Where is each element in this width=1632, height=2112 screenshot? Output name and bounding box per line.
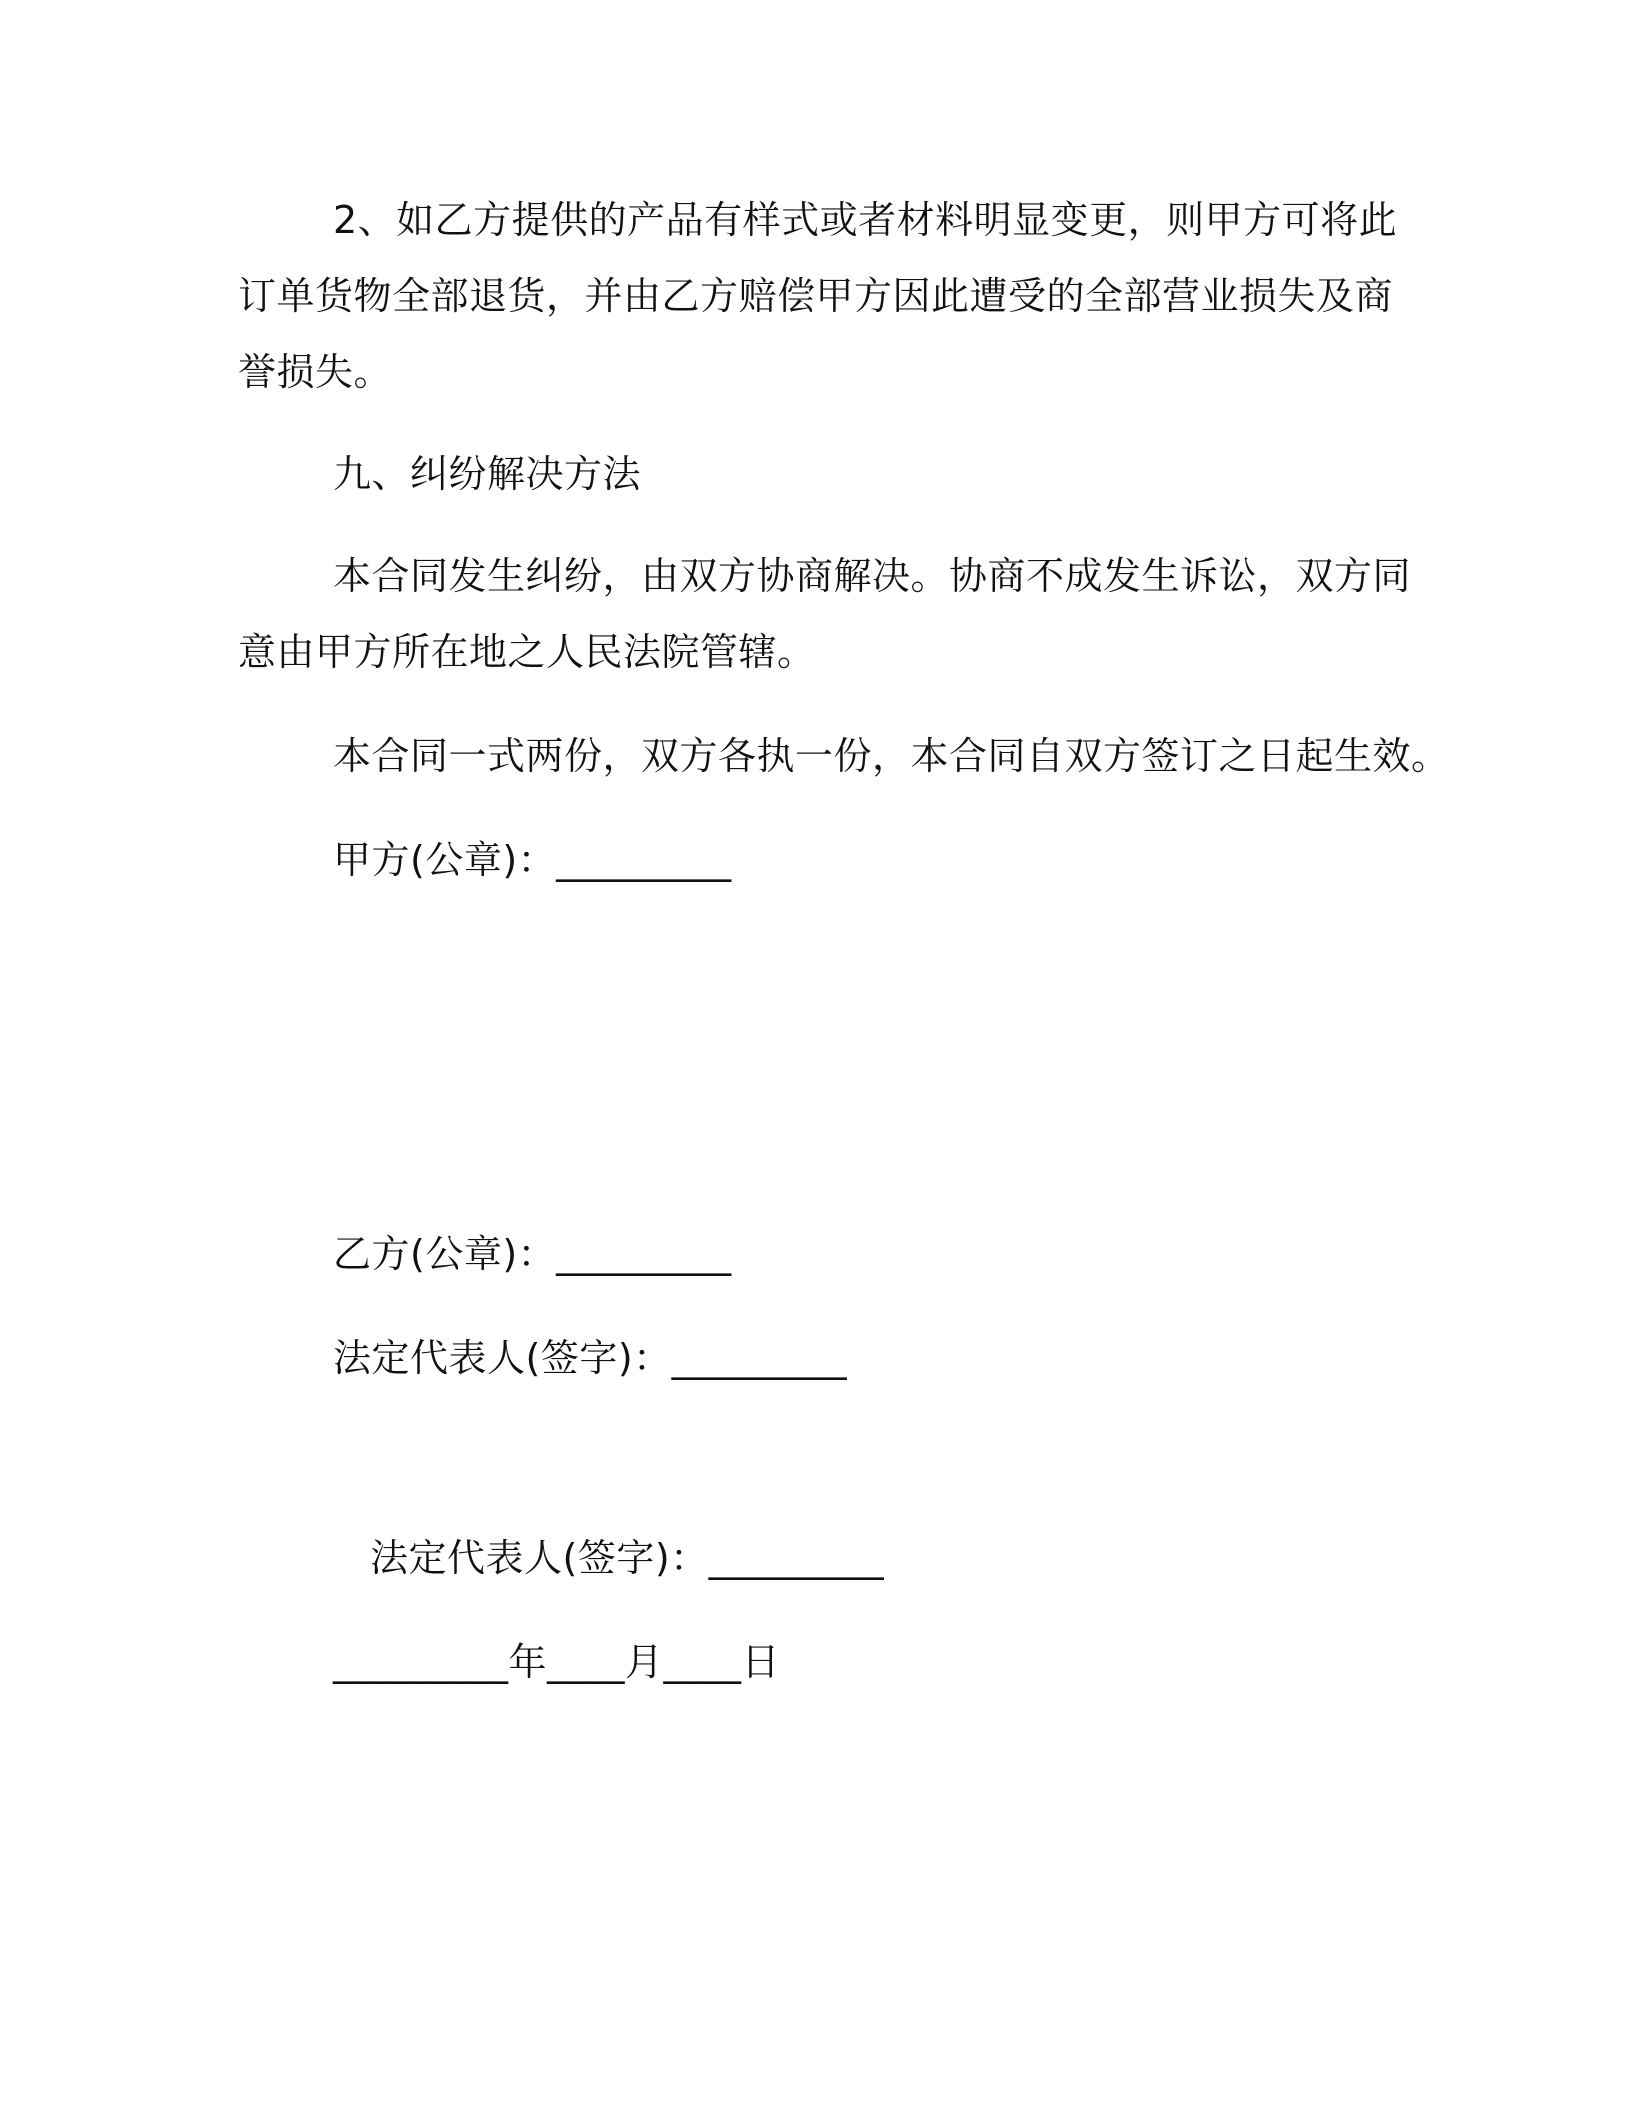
copies-clause: 本合同一式两份，双方各执一份，本合同自双方签订之日起生效。 (333, 734, 1450, 778)
legal-rep-signature-line-1: 法定代表人(签字)：_________ (333, 1336, 848, 1380)
party-a-seal-line: 甲方(公章)：_________ (333, 838, 732, 882)
clause-8-item-2-line-1: 2、如乙方提供的产品有样式或者材料明显变更，则甲方可将此 (333, 198, 1398, 242)
section-9-heading: 九、纠纷解决方法 (333, 452, 642, 496)
signing-date-line: _________年____月____日 (333, 1640, 781, 1684)
legal-rep-signature-line-2: 法定代表人(签字)：_________ (370, 1536, 885, 1580)
party-b-seal-line: 乙方(公章)：_________ (333, 1232, 732, 1276)
section-9-para-line-1: 本合同发生纠纷，由双方协商解决。协商不成发生诉讼，双方同 (333, 554, 1412, 598)
section-9-para-line-2: 意由甲方所在地之人民法院管辖。 (238, 630, 816, 674)
clause-8-item-2-line-3: 誉损失。 (238, 350, 393, 394)
clause-8-item-2-line-2: 订单货物全部退货，并由乙方赔偿甲方因此遭受的全部营业损失及商 (238, 274, 1394, 318)
